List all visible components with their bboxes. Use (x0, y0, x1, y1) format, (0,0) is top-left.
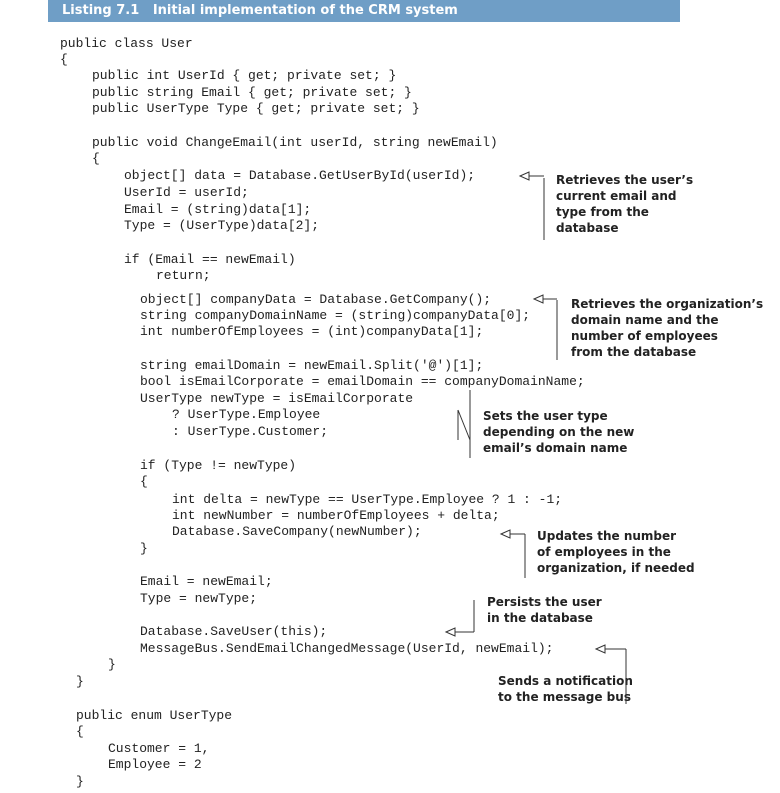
annotation-line: from the database (571, 345, 697, 359)
code-line: } (108, 657, 116, 672)
annotation-line: in the database (487, 611, 593, 625)
code-line: { (76, 724, 84, 739)
code-line: { (60, 52, 68, 67)
annotation-line: current email and (556, 189, 677, 203)
code-line: public int UserId { get; private set; } (92, 68, 397, 83)
code-line: Employee = 2 (108, 757, 202, 772)
code-line: Database.SaveCompany(newNumber); (172, 524, 422, 539)
code-line: int delta = newType == UserType.Employee ? 1 : -1; (172, 492, 563, 507)
code-line: UserType newType = isEmailCorporate (140, 391, 414, 406)
code-line: } (140, 541, 148, 556)
annotation-line: number of employees (571, 329, 718, 343)
code-line: UserId = userId; (124, 185, 249, 200)
code-line: MessageBus.SendEmailChangedMessage(UserId, newEmail); (140, 641, 554, 656)
code-line: public void ChangeEmail(int userId, string newEmail) (92, 135, 498, 150)
code-line: : UserType.Customer; (172, 424, 329, 439)
listing-number: Listing 7.1 (62, 3, 140, 18)
annotation-line: email’s domain name (483, 441, 628, 455)
annotation-line: of employees in the (537, 545, 671, 559)
code-line: Type = newType; (140, 591, 258, 606)
code-line: if (Type != newType) (140, 458, 297, 473)
annotation-line: Sends a notification (498, 674, 633, 688)
code-line: Database.SaveUser(this); (140, 624, 328, 639)
annotation-line: Updates the number (537, 529, 677, 543)
code-line: ? UserType.Employee (172, 407, 321, 422)
code-line: public class User (60, 36, 193, 51)
code-line: int numberOfEmployees = (int)companyData[1]; (140, 324, 484, 339)
annotation-line: to the message bus (498, 690, 631, 704)
code-line: Type = (UserType)data[2]; (124, 218, 320, 233)
annotation-line: type from the (556, 205, 649, 219)
annotation-line: domain name and the (571, 313, 719, 327)
code-line: } (76, 674, 84, 689)
code-line: object[] companyData = Database.GetCompany(); (140, 292, 492, 307)
code-line: return; (156, 268, 211, 283)
code-line: { (92, 151, 100, 166)
code-line: public string Email { get; private set; } (92, 85, 412, 100)
code-line: string emailDomain = newEmail.Split('@')[1]; (140, 358, 484, 373)
annotation-line: Retrieves the user’s (556, 173, 694, 187)
annotation-line: Retrieves the organization’s (571, 297, 764, 311)
annotation-line: depending on the new (483, 425, 635, 439)
code-line: } (76, 774, 84, 789)
code-line: string companyDomainName = (string)companyData[0]; (140, 308, 531, 323)
code-line: bool isEmailCorporate = emailDomain == companyDomainName; (140, 374, 585, 389)
code-line: object[] data = Database.GetUserById(userId); (124, 168, 476, 183)
annotation-line: organization, if needed (537, 561, 695, 575)
code-line: { (140, 474, 148, 489)
code-line: Email = newEmail; (140, 574, 273, 589)
code-line: int newNumber = numberOfEmployees + delta; (172, 508, 500, 523)
code-line: public enum UserType (76, 708, 233, 723)
code-line: if (Email == newEmail) (124, 252, 296, 267)
annotation-line: database (556, 221, 619, 235)
annotation-line: Persists the user (487, 595, 602, 609)
code-line: public UserType Type { get; private set; } (92, 101, 420, 116)
code-line: Customer = 1, (108, 741, 210, 756)
listing-title: Initial implementation of the CRM system (152, 3, 458, 18)
annotation-line: Sets the user type (483, 409, 608, 423)
code-line: Email = (string)data[1]; (124, 202, 312, 217)
